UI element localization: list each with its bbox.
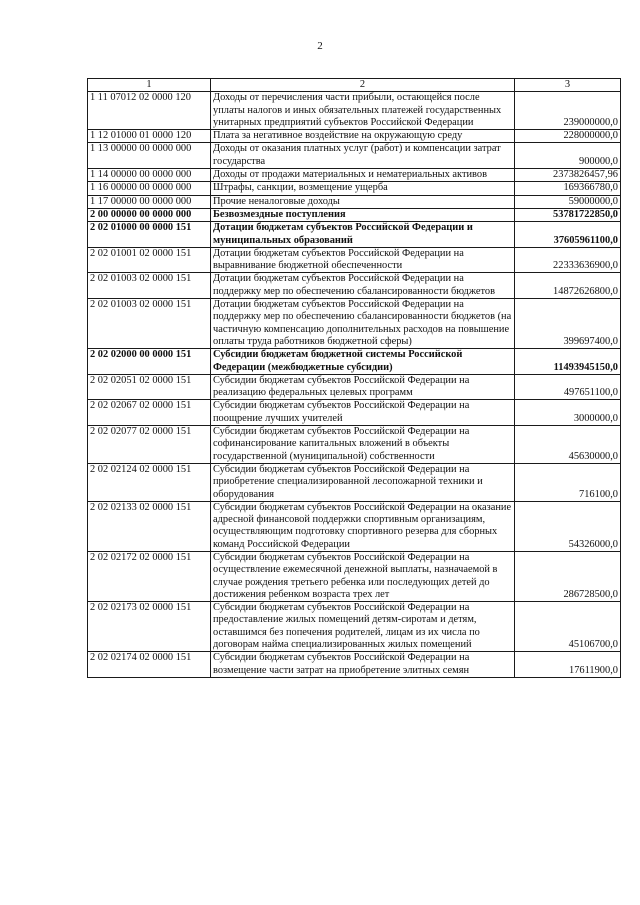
table-row: [88, 602, 621, 652]
row-name-cell: Субсидии бюджетам субъектов Российской Федерации на оказание адресной финансовой поддержки спортивным организациям, осуществляющим подготовку спортивного резерва для сборных команд Российской Федерации: [211, 501, 515, 551]
row-amount-cell: 399697400,0: [515, 299, 621, 349]
table-row: [88, 247, 621, 273]
row-amount-cell: 11493945150,0: [515, 349, 621, 375]
row-amount-cell: 37605961100,0: [515, 222, 621, 248]
row-code-cell: 1 14 00000 00 0000 000: [88, 169, 211, 182]
row-code-cell: 2 02 02172 02 0000 151: [88, 551, 211, 601]
row-code-cell: 2 02 01003 02 0000 151: [88, 299, 211, 349]
row-code-cell: 2 02 01000 00 0000 151: [88, 222, 211, 248]
row-code-cell: 1 12 01000 01 0000 120: [88, 130, 211, 143]
header-cell-amount: 3: [515, 79, 621, 92]
row-amount-cell: 45630000,0: [515, 426, 621, 464]
table-row: [88, 299, 621, 349]
row-name-cell: Субсидии бюджетам субъектов Российской Федерации на предоставление жилых помещений детям-сиротам и детям, оставшимся без попечения родителей, лицам из их числа по договорам найма специализированных жилых помещений: [211, 602, 515, 652]
row-name-cell: Субсидии бюджетам субъектов Российской Федерации на приобретение специализированной лесопожарной техники и оборудования: [211, 463, 515, 501]
row-amount-cell: 2373826457,96: [515, 169, 621, 182]
row-name-cell: Прочие неналоговые доходы: [211, 195, 515, 208]
row-name-cell: Субсидии бюджетам бюджетной системы Российской Федерации (межбюджетные субсидии): [211, 349, 515, 375]
row-code-cell: 2 00 00000 00 0000 000: [88, 208, 211, 221]
row-amount-cell: 169366780,0: [515, 182, 621, 195]
table-row: [88, 551, 621, 601]
row-amount-cell: 497651100,0: [515, 374, 621, 400]
row-code-cell: 1 13 00000 00 0000 000: [88, 143, 211, 169]
row-name-cell: Штрафы, санкции, возмещение ущерба: [211, 182, 515, 195]
row-code-cell: 1 11 07012 02 0000 120: [88, 92, 211, 130]
row-name-cell: Дотации бюджетам субъектов Российской Федерации на поддержку мер по обеспечению сбалансированности бюджетов (на частичную компенсацию дополнительных расходов на повышение оплаты труда работников бюджетной сферы): [211, 299, 515, 349]
header-cell-code: 1: [88, 79, 211, 92]
row-amount-cell: 22333636900,0: [515, 247, 621, 273]
row-name-cell: Доходы от перечисления части прибыли, остающейся после уплаты налогов и иных обязательных платежей государственных унитарных предприятий субъектов Российской Федерации: [211, 92, 515, 130]
row-code-cell: 1 16 00000 00 0000 000: [88, 182, 211, 195]
row-amount-cell: 14872626800,0: [515, 273, 621, 299]
row-name-cell: Доходы от оказания платных услуг (работ) и компенсации затрат государства: [211, 143, 515, 169]
row-amount-cell: 228000000,0: [515, 130, 621, 143]
row-amount-cell: 286728500,0: [515, 551, 621, 601]
row-code-cell: 2 02 01003 02 0000 151: [88, 273, 211, 299]
row-name-cell: Дотации бюджетам субъектов Российской Федерации на поддержку мер по обеспечению сбалансированности бюджетов: [211, 273, 515, 299]
row-name-cell: Субсидии бюджетам субъектов Российской Федерации на поощрение лучших учителей: [211, 400, 515, 426]
budget-table-body: [88, 79, 621, 678]
row-code-cell: 2 02 02173 02 0000 151: [88, 602, 211, 652]
row-code-cell: 2 02 02000 00 0000 151: [88, 349, 211, 375]
row-name-cell: Безвозмездные поступления: [211, 208, 515, 221]
row-name-cell: Субсидии бюджетам субъектов Российской Федерации на софинансирование капитальных вложений в объекты государственной (муниципальной) собственности: [211, 426, 515, 464]
row-name-cell: Доходы от продажи материальных и нематериальных активов: [211, 169, 515, 182]
row-code-cell: 2 02 02174 02 0000 151: [88, 652, 211, 678]
row-name-cell: Плата за негативное воздействие на окружающую среду: [211, 130, 515, 143]
row-amount-cell: 53781722850,0: [515, 208, 621, 221]
table-row: [88, 400, 621, 426]
row-name-cell: Субсидии бюджетам субъектов Российской Федерации на реализацию федеральных целевых программ: [211, 374, 515, 400]
table-row: [88, 652, 621, 678]
table-row: [88, 195, 621, 208]
row-code-cell: 2 02 02133 02 0000 151: [88, 501, 211, 551]
table-row: [88, 130, 621, 143]
row-amount-cell: 3000000,0: [515, 400, 621, 426]
row-code-cell: 2 02 02077 02 0000 151: [88, 426, 211, 464]
table-row: [88, 208, 621, 221]
row-amount-cell: 900000,0: [515, 143, 621, 169]
row-name-cell: Дотации бюджетам субъектов Российской Федерации и муниципальных образований: [211, 222, 515, 248]
table-row: [88, 182, 621, 195]
table-row: [88, 374, 621, 400]
row-code-cell: 2 02 01001 02 0000 151: [88, 247, 211, 273]
table-row: [88, 222, 621, 248]
row-code-cell: 1 17 00000 00 0000 000: [88, 195, 211, 208]
table-row: [88, 426, 621, 464]
table-row: [88, 143, 621, 169]
row-name-cell: Дотации бюджетам субъектов Российской Федерации на выравнивание бюджетной обеспеченности: [211, 247, 515, 273]
table-row: [88, 463, 621, 501]
header-cell-name: 2: [211, 79, 515, 92]
row-code-cell: 2 02 02051 02 0000 151: [88, 374, 211, 400]
row-name-cell: Субсидии бюджетам субъектов Российской Федерации на осуществление ежемесячной денежной выплаты, назначаемой в случае рождения третьего ребенка или последующих детей до достижения ребенком возраста трех лет: [211, 551, 515, 601]
row-amount-cell: 54326000,0: [515, 501, 621, 551]
row-amount-cell: 239000000,0: [515, 92, 621, 130]
table-row: [88, 273, 621, 299]
table-row: [88, 349, 621, 375]
page-number: 2: [317, 40, 323, 52]
budget-revenue-table: [87, 78, 621, 678]
table-row: [88, 92, 621, 130]
row-code-cell: 2 02 02124 02 0000 151: [88, 463, 211, 501]
row-amount-cell: 45106700,0: [515, 602, 621, 652]
row-name-cell: Субсидии бюджетам субъектов Российской Федерации на возмещение части затрат на приобретение элитных семян: [211, 652, 515, 678]
table-row: [88, 169, 621, 182]
row-amount-cell: 59000000,0: [515, 195, 621, 208]
table-row: [88, 501, 621, 551]
table-header-row: [88, 79, 621, 92]
row-amount-cell: 716100,0: [515, 463, 621, 501]
row-code-cell: 2 02 02067 02 0000 151: [88, 400, 211, 426]
row-amount-cell: 17611900,0: [515, 652, 621, 678]
